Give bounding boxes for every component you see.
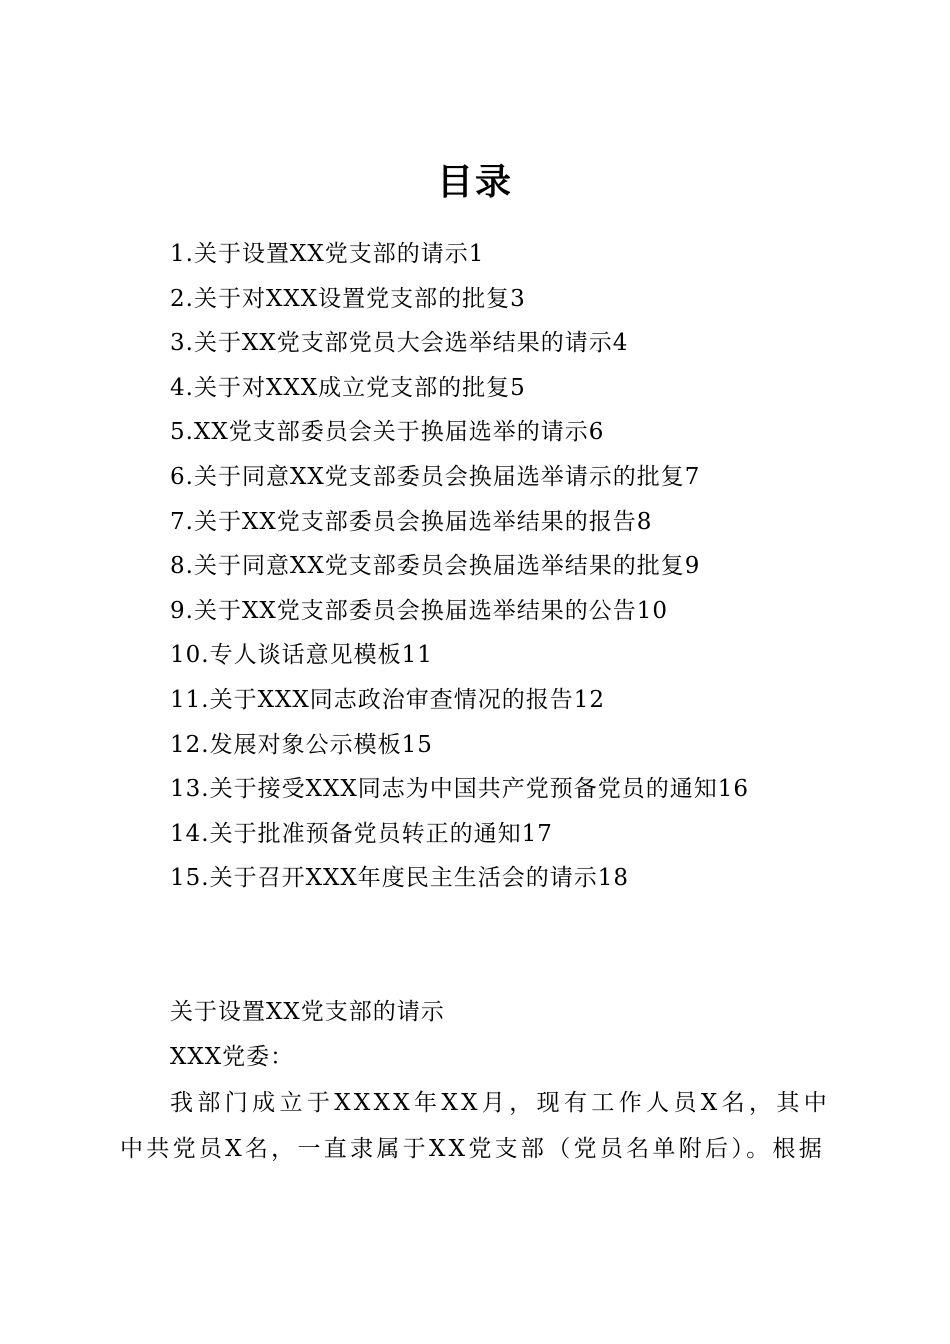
toc-item-6[interactable]: 6.关于同意XX党支部委员会换届选举请示的批复7 <box>170 463 701 490</box>
toc-item-12[interactable]: 12.发展对象公示模板15 <box>170 731 433 758</box>
toc-item-10[interactable]: 10.专人谈话意见模板11 <box>170 642 433 669</box>
toc-item-15[interactable]: 15.关于召开XXX年度民主生活会的请示18 <box>170 865 629 892</box>
toc-title: 目录 <box>436 161 513 204</box>
toc-item-4[interactable]: 4.关于对XXX成立党支部的批复5 <box>170 374 526 401</box>
toc-item-14[interactable]: 14.关于批准预备党员转正的通知17 <box>170 820 553 847</box>
document-paragraph: 我部门成立于XXXX年XX月，现有工作人员X名，其中中共党员X名，一直隶属于XX党支部（党员名单附后）。根据 <box>120 1090 830 1162</box>
document-section <box>120 990 830 1172</box>
toc-item-8[interactable]: 8.关于同意XX党支部委员会换届选举结果的批复9 <box>170 553 701 580</box>
document-salutation: XXX党委： <box>170 1044 295 1070</box>
toc-item-2[interactable]: 2.关于对XXX设置党支部的批复3 <box>170 285 526 312</box>
toc-item-11[interactable]: 11.关于XXX同志政治审查情况的报告12 <box>170 686 605 713</box>
toc-item-1[interactable]: 1.关于设置XX党支部的请示1 <box>170 241 485 267</box>
toc-item-7[interactable]: 7.关于XX党支部委员会换届选举结果的报告8 <box>170 508 653 535</box>
toc-item-3[interactable]: 3.关于XX党支部党员大会选举结果的请示4 <box>170 330 629 357</box>
document-heading: 关于设置XX党支部的请示 <box>170 999 445 1025</box>
toc-item-5[interactable]: 5.XX党支部委员会关于换届选举的请示6 <box>170 419 605 446</box>
toc-item-9[interactable]: 9.关于XX党支部委员会换届选举结果的公告10 <box>170 597 668 624</box>
toc-list <box>170 232 890 901</box>
toc-item-13[interactable]: 13.关于接受XXX同志为中国共产党预备党员的通知16 <box>170 776 749 803</box>
